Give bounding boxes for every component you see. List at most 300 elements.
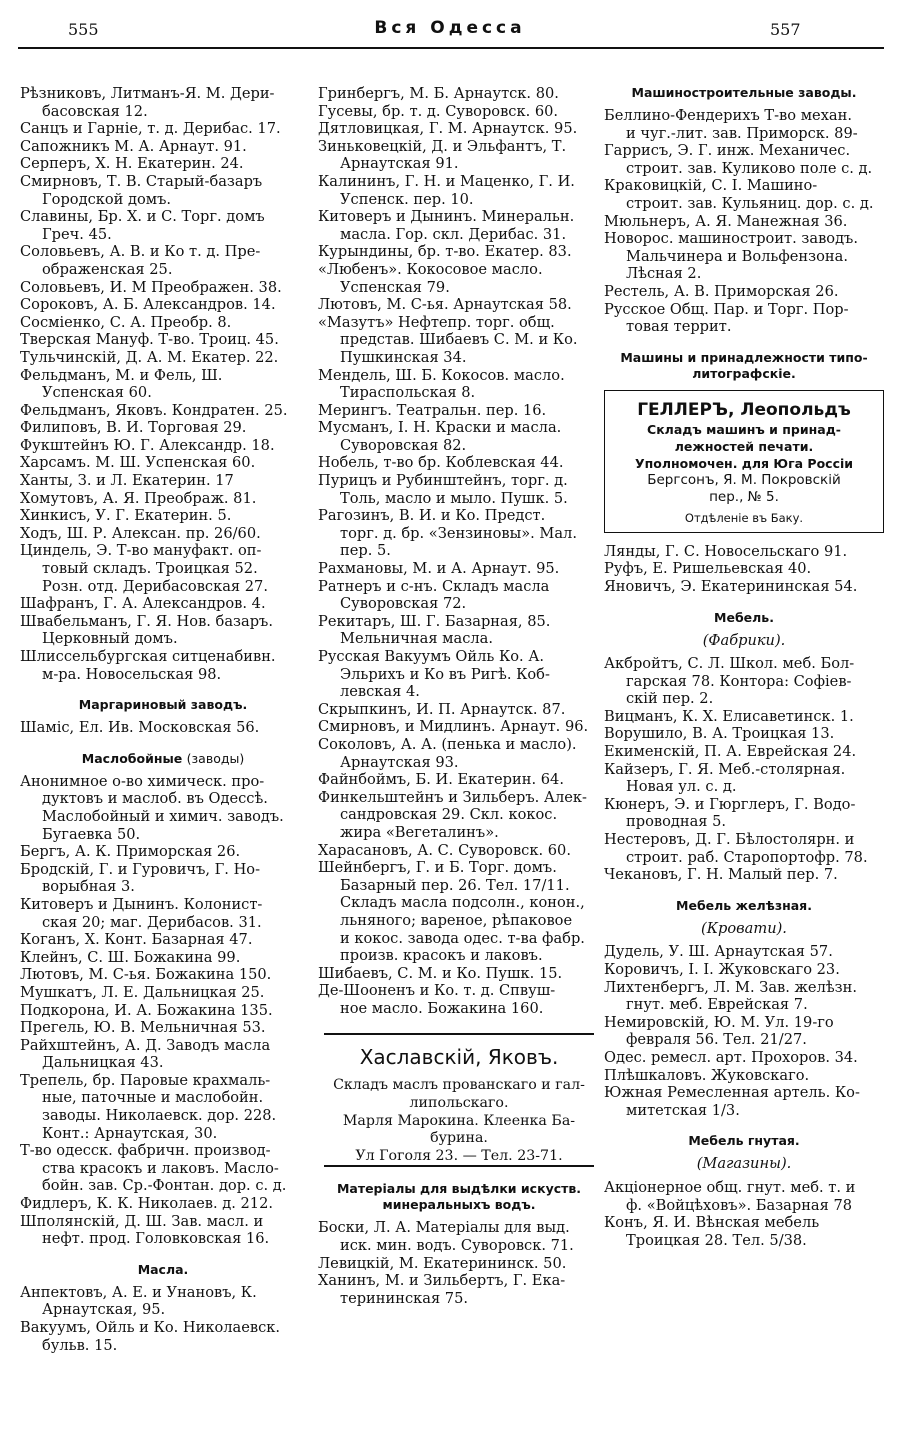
directory-entry <box>604 1084 884 1119</box>
entry-continuation: строит. раб. Старопортофр. 78. <box>626 848 868 866</box>
ad-line: липольскаго. <box>409 1095 509 1112</box>
entry-continuation: Мельничная масла. <box>340 630 494 648</box>
entry-line: Ворушило, В. А. Троицкая 13. <box>604 725 835 743</box>
entry-line: Де-Шооненъ и Ко. т. д. Спвуш- <box>318 982 556 1000</box>
section-subheading: (Фабрики). <box>702 631 786 649</box>
entry-line: Бергъ, А. К. Приморская 26. <box>20 843 241 861</box>
entry-continuation: бульв. 15. <box>42 1336 118 1354</box>
directory-entry <box>604 1214 884 1249</box>
directory-entry <box>604 961 884 979</box>
directory-entry <box>318 454 600 472</box>
entry-line: Рѣзниковъ, Литманъ-Я. М. Дери- <box>20 85 275 102</box>
directory-entry <box>604 107 884 142</box>
section-heading-text: Мебель желѣзная. <box>676 897 812 913</box>
entry-continuation: Арнаутская, 95. <box>42 1301 166 1319</box>
entry-continuation: Базарный пер. 26. Тел. 17/11. <box>340 876 570 894</box>
entry-line: Русское Общ. Пар. и Торг. Пор- <box>604 300 849 318</box>
entry-continuation: ф. «Войцѣховъ». Базарная 78 <box>626 1196 853 1214</box>
entry-continuation: ображенская 25. <box>42 260 173 278</box>
directory-entry <box>604 578 884 596</box>
entry-line: Клейнъ, С. Ш. Божакина 99. <box>20 948 241 966</box>
entry-line: Райхштейнъ, А. Д. Заводъ масла <box>20 1036 271 1054</box>
entry-continuation: Арнаутская 93. <box>340 753 459 771</box>
entry-line: «Мазутъ» Нефтепр. торг. общ. <box>318 313 555 331</box>
entry-continuation: Складъ масла подсолн., конон., <box>340 894 585 912</box>
directory-entry <box>318 507 600 560</box>
entry-line: Китоверъ и Дынинъ. Колонист- <box>20 895 263 913</box>
running-title: Вся Одесса <box>374 18 526 38</box>
ad-line: пер., № 5. <box>709 488 779 505</box>
directory-entry <box>318 367 600 402</box>
entry-line: Яновичъ, Э. Екатерининская 54. <box>604 577 858 595</box>
entry-continuation: Маслобойный и химич. заводъ. <box>42 807 284 825</box>
entry-line: Бродскій, Г. и Гуровичъ, Г. Но- <box>20 860 261 878</box>
entry-line: Нобель, т-во бр. Коблевская 44. <box>318 454 564 472</box>
entry-line: Чекановъ, Г. Н. Малый пер. 7. <box>604 866 838 884</box>
entry-line: Китоверъ и Дынинъ. Минеральн. <box>318 208 575 226</box>
directory-entry <box>318 103 600 121</box>
directory-entry <box>20 1284 306 1319</box>
entry-line: Мюльнеръ, А. Я. Манежная 36. <box>604 212 848 230</box>
directory-entry <box>318 965 600 983</box>
directory-entry <box>604 655 884 708</box>
entry-line: Мушкатъ, Л. Е. Дальницкая 25. <box>20 983 265 1001</box>
entry-continuation: Арнаутская 91. <box>340 155 459 173</box>
entry-line: Новорос. машиностроит. заводъ. <box>604 230 858 248</box>
directory-entry <box>604 761 884 796</box>
entry-line: Т-во одесск. фабричн. производ- <box>20 1142 271 1160</box>
entry-continuation: Эльрихъ и Ко въ Ригѣ. Коб- <box>340 665 550 683</box>
entry-line: Серперъ, Х. Н. Екатерин. 24. <box>20 155 244 173</box>
directory-entry <box>20 1319 306 1354</box>
ad-top-rule <box>324 1033 594 1035</box>
entry-line: Калининъ, Г. Н. и Маценко, Г. И. <box>318 172 575 190</box>
entry-line: Ханты, З. и Л. Екатерин. 17 <box>20 472 234 490</box>
directory-entry <box>604 1049 884 1067</box>
entry-continuation: заводы. Николаевск. дор. 228. <box>42 1107 277 1125</box>
directory-entry <box>20 861 306 896</box>
entry-continuation: торг. д. бр. «Зензиновы». Мал. <box>340 524 577 542</box>
entry-line: Анонимное о-во химическ. про- <box>20 772 265 790</box>
entry-continuation: ворыбная 3. <box>42 878 135 896</box>
entry-continuation: Конт.: Арнаутская, 30. <box>42 1124 218 1142</box>
section-heading <box>604 610 884 626</box>
directory-entry <box>20 613 306 648</box>
directory-entry <box>318 1272 600 1307</box>
entry-line: «Любенъ». Кокосовое масло. <box>318 260 543 278</box>
entry-continuation: Лѣсная 2. <box>626 265 702 283</box>
section-heading-text: Машины и принадлежности типо-литографскіе. <box>620 349 868 381</box>
entry-line: Акціонерное общ. гнут. меб. т. и <box>604 1178 856 1196</box>
entry-continuation: масла. Гор. скл. Дерибас. 31. <box>340 225 567 243</box>
entry-line: Скрыпкинъ, И. П. Арнаутск. 87. <box>318 700 566 718</box>
entry-continuation: Успенская 79. <box>340 278 450 296</box>
entry-line: Подкорона, И. А. Божакина 135. <box>20 1001 273 1019</box>
entry-line: Рестель, А. В. Приморская 26. <box>604 282 839 300</box>
directory-entry <box>604 1179 884 1214</box>
entry-line: Лихтенбергъ, Л. М. Зав. желѣзн. <box>604 978 857 996</box>
entry-line: Кюнеръ, Э. и Гюрглеръ, Г. Водо- <box>604 795 856 813</box>
directory-entry <box>20 843 306 861</box>
entry-line: Лянды, Г. С. Новосельскаго 91. <box>604 542 848 560</box>
entry-line: Гаррисъ, Э. Г. инж. Механичес. <box>604 142 851 160</box>
directory-entry <box>604 560 884 578</box>
entry-continuation: Пушкинская 34. <box>340 348 467 366</box>
entry-line: Циндель, Э. Т-во мануфакт. оп- <box>20 542 262 560</box>
section-subheading: (Магазины). <box>696 1155 792 1173</box>
entry-line: Шейнбергъ, Г. и Б. Торг. домъ. <box>318 859 557 877</box>
entry-line: Гринбергъ, М. Б. Арнаутск. 80. <box>318 85 559 102</box>
directory-entry <box>318 1255 600 1273</box>
directory-entry <box>604 743 884 761</box>
entry-line: Смирновъ, и Мидлинъ. Арнаут. 96. <box>318 718 589 736</box>
directory-entry <box>318 243 600 261</box>
directory-entry <box>318 261 600 296</box>
page-header <box>0 20 900 50</box>
entry-line: Коганъ, Х. Конт. Базарная 47. <box>20 931 253 949</box>
directory-entry <box>20 243 306 278</box>
column-3 <box>604 85 884 1249</box>
entry-line: Соловьевъ, И. М Преображен. 38. <box>20 278 282 296</box>
entry-line: Анпектовъ, А. Е. и Унановъ, К. <box>20 1283 257 1301</box>
entry-continuation: иск. мин. водъ. Суворовск. 71. <box>340 1237 574 1255</box>
directory-entry <box>318 138 600 173</box>
directory-entry <box>20 984 306 1002</box>
directory-entry <box>604 142 884 177</box>
entry-continuation: Троицкая 28. Тел. 5/38. <box>626 1231 807 1249</box>
directory-entry <box>20 279 306 297</box>
section-heading-text: Масла. <box>137 1261 189 1277</box>
directory-entry <box>20 208 306 243</box>
directory-entry <box>20 648 306 683</box>
entry-continuation: Городской домъ. <box>42 190 172 208</box>
entry-continuation: митетская 1/3. <box>626 1101 740 1119</box>
directory-entry <box>318 578 600 613</box>
directory-entry <box>604 177 884 212</box>
entry-line: Акбройтъ, С. Л. Школ. меб. Бол- <box>604 655 855 673</box>
entry-continuation: Суворовская 82. <box>340 436 467 454</box>
entry-continuation: строит. зав. Кульяниц. дор. с. д. <box>626 194 874 212</box>
entry-continuation: нефт. прод. Головковская 16. <box>42 1230 270 1248</box>
entry-line: Ханинъ, М. и Зильбертъ, Г. Ека- <box>318 1272 566 1290</box>
entry-continuation: и чуг.-лит. зав. Приморск. 89- <box>626 124 858 142</box>
directory-entry <box>20 173 306 208</box>
ad-bold-line: Складъ машинъ и принад- <box>647 421 841 437</box>
directory-entry <box>20 542 306 595</box>
entry-continuation: Розн. отд. Дерибасовская 27. <box>42 577 268 595</box>
directory-entry <box>318 296 600 314</box>
entry-line: Пурицъ и Рубинштейнъ, торг. д. <box>318 472 568 490</box>
entry-line: Харсамъ. М. Ш. Успенская 60. <box>20 454 256 472</box>
section-heading <box>20 697 306 713</box>
entry-continuation: пер. 5. <box>340 542 391 560</box>
entry-continuation: левская 4. <box>340 683 420 701</box>
ad-title: Хаславскій, Яковъ. <box>359 1045 559 1070</box>
entry-line: Швабельманъ, Г. Я. Нов. базаръ. <box>20 612 273 630</box>
entry-line: Мендель, Ш. Б. Кокосов. масло. <box>318 366 565 384</box>
entry-line: Фельдманъ, Яковъ. Кондратен. 25. <box>20 401 288 419</box>
entry-continuation: басовская 12. <box>42 102 148 120</box>
entry-line: Рекитаръ, Ш. Г. Базарная, 85. <box>318 612 551 630</box>
directory-entry <box>20 1037 306 1072</box>
entry-line: Фукштейнъ Ю. Г. Александр. 18. <box>20 436 275 454</box>
entry-continuation: м-ра. Новосельская 98. <box>42 665 222 683</box>
directory-entry <box>604 708 884 726</box>
entry-line: Финкельштейнъ и Зильберъ. Алек- <box>318 788 587 806</box>
directory-entry <box>604 796 884 831</box>
directory-entry <box>20 1213 306 1248</box>
directory-entry <box>20 1019 306 1037</box>
entry-line: Русская Вакуумъ Ойль Ко. А. <box>318 648 545 665</box>
entry-line: Южная Ремесленная артель. Ко- <box>604 1084 860 1102</box>
entry-continuation: ное масло. Божакина 160. <box>340 999 544 1017</box>
directory-entry <box>20 138 306 156</box>
entry-line: Рагозинъ, В. И. и Ко. Предст. <box>318 507 546 525</box>
ad-bottom-rule <box>324 1165 594 1167</box>
entry-line: Трепель, бр. Паровые крахмаль- <box>20 1071 271 1089</box>
directory-entry <box>604 1014 884 1049</box>
entry-line: Руфъ, Е. Ришельевская 40. <box>604 560 812 578</box>
directory-entry <box>318 173 600 208</box>
directory-entry <box>20 949 306 967</box>
directory-entry <box>318 736 600 771</box>
entry-line: Филиповъ, В. И. Торговая 29. <box>20 419 247 437</box>
directory-entry <box>318 85 600 103</box>
section-heading-text: Матеріалы для выдѣлки искуств. минеральныхъ водъ. <box>336 1181 582 1213</box>
directory-entry <box>20 490 306 508</box>
section-heading <box>604 1133 884 1149</box>
entry-continuation: Тираспольская 8. <box>340 384 476 402</box>
directory-entry <box>318 613 600 648</box>
directory-entry <box>20 367 306 402</box>
entry-continuation: ства красокъ и лаковъ. Масло- <box>42 1159 279 1177</box>
directory-entry <box>20 525 306 543</box>
directory-entry <box>604 213 884 231</box>
entry-line: Сапожникъ М. А. Арнаут. 91. <box>20 137 247 155</box>
entry-continuation: произв. красокъ и лаковъ. <box>340 947 543 965</box>
section-heading-note: (заводы) <box>186 750 245 766</box>
directory-entry <box>318 718 600 736</box>
ad-title: ГЕЛЛЕРЪ, Леопольдъ <box>637 399 851 420</box>
directory-entry <box>20 931 306 949</box>
section-heading <box>604 350 884 382</box>
directory-entry <box>318 701 600 719</box>
entry-line: Славины, Бр. Х. и С. Торг. домъ <box>20 208 265 226</box>
header-rule <box>18 47 884 49</box>
directory-entry <box>20 472 306 490</box>
entry-line: Боски, Л. А. Матеріалы для выд. <box>318 1219 570 1237</box>
entry-line: Шполянскій, Д. Ш. Зав. масл. и <box>20 1212 264 1230</box>
entry-continuation: гарская 78. Контора: Софіев- <box>626 672 852 690</box>
entry-line: Екименскій, П. А. Еврейская 24. <box>604 743 857 761</box>
entry-continuation: Успенск. пер. 10. <box>340 190 474 208</box>
directory-entry <box>318 842 600 860</box>
section-heading <box>604 898 884 914</box>
directory-entry <box>604 979 884 1014</box>
directory-entry <box>20 1002 306 1020</box>
entry-continuation: терининская 75. <box>340 1289 469 1307</box>
section-subheading: (Кровати). <box>701 919 787 937</box>
entry-line: Смирновъ, Т. В. Старый-базаръ <box>20 172 263 190</box>
ad-line: Складъ маслъ прованскаго и гал- <box>333 1077 585 1094</box>
section-heading <box>604 85 884 101</box>
entry-line: Левицкій, М. Екатерининск. 50. <box>318 1254 567 1272</box>
entry-continuation: бойн. зав. Ср.-Фонтан. дор. с. д. <box>42 1177 287 1195</box>
directory-entry <box>318 1219 600 1254</box>
ad-note: Отдѣленіе въ Баку. <box>684 510 804 525</box>
entry-continuation: строит. зав. Куликово поле с. д. <box>626 159 873 177</box>
entry-line: Вакуумъ, Ойль и Ко. Николаевск. <box>20 1319 281 1336</box>
directory-entry <box>318 648 600 701</box>
directory-entry <box>20 419 306 437</box>
entry-line: Мусманъ, І. Н. Краски и масла. <box>318 419 562 437</box>
entry-continuation: февраля 56. Тел. 21/27. <box>626 1031 807 1049</box>
section-heading <box>20 1262 306 1278</box>
entry-continuation: и кокос. завода одес. т-ва фабр. <box>340 929 585 947</box>
directory-entry <box>318 859 600 965</box>
entry-continuation: жира «Вегеталинъ». <box>340 823 499 841</box>
entry-line: Лютовъ, М. С-ья. Божакина 150. <box>20 966 272 984</box>
entry-continuation: ные, паточные и маслобойн. <box>42 1089 264 1107</box>
entry-line: Соловьевъ, А. В. и Ко т. д. Пре- <box>20 243 261 261</box>
ad-line: Марля Марокина. Клеенка Ба- <box>342 1112 576 1129</box>
section-heading <box>20 751 306 767</box>
entry-continuation: Церковный домъ. <box>42 630 178 648</box>
left-page-number: 555 <box>68 20 99 39</box>
entry-continuation: Суворовская 72. <box>340 595 467 613</box>
directory-entry <box>20 402 306 420</box>
entry-line: Файнбоймъ, Б. И. Екатерин. 64. <box>318 771 564 789</box>
directory-entry <box>318 982 600 1017</box>
directory-entry <box>20 896 306 931</box>
directory-entry <box>604 866 884 884</box>
entry-continuation: сандровская 29. Скл. кокос. <box>340 806 558 824</box>
directory-entry <box>20 773 306 843</box>
directory-entry <box>20 454 306 472</box>
entry-line: Гусевы, бр. т. д. Суворовск. 60. <box>318 102 559 120</box>
directory-entry <box>318 208 600 243</box>
entry-line: Шафранъ, Г. А. Александров. 4. <box>20 595 266 613</box>
entry-continuation: Успенская 60. <box>42 384 152 402</box>
entry-line: Соколовъ, А. А. (пенька и масло). <box>318 735 577 753</box>
entry-line: Хомутовъ, А. Я. Преображ. 81. <box>20 489 257 507</box>
entry-line: Тульчинскій, Д. А. М. Екатер. 22. <box>20 348 279 366</box>
directory-entry <box>20 719 306 737</box>
directory-entry <box>604 543 884 561</box>
entry-line: Санцъ и Гарніе, т. д. Дерибас. 17. <box>20 120 281 138</box>
entry-continuation: ская 20; маг. Дерибасов. 31. <box>42 913 262 931</box>
entry-line: Краковицкій, С. І. Машино- <box>604 177 818 195</box>
entry-line: Ходъ, Ш. Р. Алексан. пр. 26/60. <box>20 524 261 542</box>
entry-line: Курындины, бр. т-во. Екатер. 83. <box>318 243 572 261</box>
column-2 <box>318 85 600 1307</box>
entry-continuation: Греч. 45. <box>42 225 112 243</box>
ad-line: Бергсонъ, Я. М. Покровскій <box>647 471 841 488</box>
directory-entry <box>20 595 306 613</box>
entry-continuation: товая террит. <box>626 318 732 336</box>
entry-line: Коровичъ, І. І. Жуковскаго 23. <box>604 961 840 978</box>
advertisement-box <box>604 390 884 533</box>
directory-entry <box>604 943 884 961</box>
right-page-number: 557 <box>770 20 801 39</box>
entry-line: Харасановъ, А. С. Суворовск. 60. <box>318 841 571 859</box>
ad-bold-line: лежностей печати. <box>674 438 814 454</box>
directory-entry <box>318 771 600 789</box>
directory-entry <box>604 230 884 283</box>
entry-line: Плѣшкаловъ. Жуковскаго. <box>604 1066 810 1084</box>
entry-continuation: проводная 5. <box>626 813 727 831</box>
directory-entry <box>20 1142 306 1195</box>
directory-entry <box>318 419 600 454</box>
ad-bold-line: Уполномочен. для Юга Россіи <box>634 455 854 471</box>
entry-line: Фельдманъ, М. и Фель, Ш. <box>20 366 223 384</box>
directory-entry <box>318 314 600 367</box>
column-1 <box>20 85 306 1354</box>
entry-line: Мерингъ. Театральн. пер. 16. <box>318 401 547 419</box>
directory-entry <box>604 301 884 336</box>
entry-line: Тверская Мануф. Т-во. Троиц. 45. <box>20 331 279 349</box>
directory-entry <box>20 507 306 525</box>
entry-line: Сосміенко, С. А. Преобр. 8. <box>20 313 232 331</box>
entry-line: Одес. ремесл. арт. Прохоров. 34. <box>604 1048 858 1066</box>
section-heading-text: Машиностроительные заводы. <box>631 85 857 100</box>
entry-continuation: скій пер. 2. <box>626 690 714 708</box>
directory-entry <box>20 85 306 120</box>
entry-continuation: Толь, масло и мыло. Пушк. 5. <box>340 489 568 507</box>
entry-line: Шлиссельбургская ситценабивн. <box>20 648 276 665</box>
directory-entry <box>20 296 306 314</box>
entry-line: Сороковъ, А. Б. Александров. 14. <box>20 296 276 314</box>
entry-continuation: дуктовъ и маслоб. въ Одессѣ. <box>42 790 268 808</box>
entry-continuation: льняного; вареное, рѣпаковое <box>340 911 573 929</box>
directory-entry <box>318 402 600 420</box>
entry-line: Дудель, У. Ш. Арнаутская 57. <box>604 943 833 961</box>
directory-entry <box>20 331 306 349</box>
entry-line: Хинкисъ, У. Г. Екатерин. 5. <box>20 507 232 525</box>
section-heading-text: Мебель. <box>714 609 774 625</box>
section-heading-text: Мебель гнутая. <box>688 1133 800 1149</box>
entry-line: Дятловицкая, Г. М. Арнаутск. 95. <box>318 120 578 138</box>
directory-entry <box>604 831 884 866</box>
directory-entry <box>20 349 306 367</box>
section-heading <box>318 1181 600 1213</box>
directory-entry <box>318 472 600 507</box>
entry-line: Конъ, Я. И. Вѣнская мебель <box>604 1214 820 1232</box>
directory-entry <box>604 283 884 301</box>
entry-continuation: Новая ул. с. д. <box>626 778 737 796</box>
entry-line: Нестеровъ, Д. Г. Бѣлостолярн. и <box>604 831 855 849</box>
entry-line: Беллино-Фендерихъ Т-во механ. <box>604 107 852 124</box>
entry-line: Вицманъ, К. Х. Елисаветинск. 1. <box>604 707 854 725</box>
entry-line: Ратнеръ и с-нъ. Складъ масла <box>318 577 550 595</box>
entry-continuation: товый складъ. Троицкая 52. <box>42 560 258 578</box>
directory-entry <box>20 1195 306 1213</box>
entry-line: Фидлеръ, К. К. Николаев. д. 212. <box>20 1195 274 1213</box>
section-heading-text: Маргариновый заводъ. <box>78 697 248 713</box>
directory-entry <box>20 1072 306 1142</box>
entry-line: Шибаевъ, С. М. и Ко. Пушк. 15. <box>318 964 563 982</box>
directory-entry <box>20 966 306 984</box>
entry-line: Шаміс, Ел. Ив. Московская 56. <box>20 719 260 737</box>
entry-line: Кайзеръ, Г. Я. Меб.-столярная. <box>604 760 846 778</box>
entry-continuation: гнут. меб. Еврейская 7. <box>626 996 808 1014</box>
entry-continuation: Бугаевка 50. <box>42 825 141 843</box>
entry-continuation: Мальчинера и Вольфензона. <box>626 247 848 265</box>
entry-line: Прегель, Ю. В. Мельничная 53. <box>20 1019 266 1037</box>
directory-entry <box>604 725 884 743</box>
entry-continuation: представ. Шибаевъ С. М. и Ко. <box>340 331 578 349</box>
entry-continuation: Дальницкая 43. <box>42 1054 164 1072</box>
